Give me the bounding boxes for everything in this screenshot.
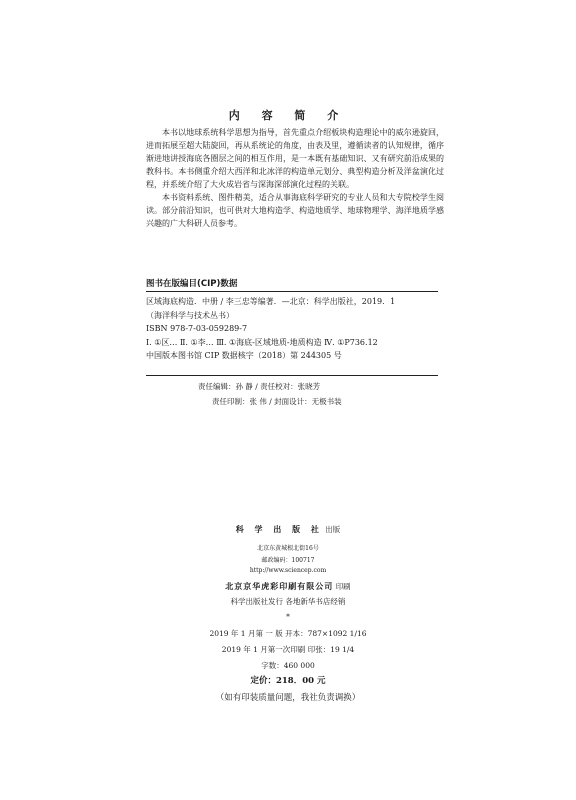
word-count: 字数：460 000 (261, 661, 315, 670)
cip-top-rule (146, 291, 438, 292)
cip-line: 区域海底构造．中册 / 李三忠等编著．—北京：科学出版社，2019．1 (146, 297, 396, 306)
quality-note: （如有印装质量问题，我社负责调换） (215, 693, 361, 703)
summary-title: 内 容 简 介 (228, 109, 348, 122)
summary-paragraph: 本书以地球系统科学思想为指导，首先重点介绍板块构造理论中的威尔逊旋回，进而拓展至超大陆旋回，再从系统论的角度，由表及里，遵循读者的认知规律，循序渐进地讲授海底各圈层之间的相互作用，是一本既有基础知识、又有研究前沿成果的教科书。本书侧重介绍大西洋和北冰洋的构造单元划分、典型构造分析及洋盆演化过程，并系统介绍了大火成岩省与深海深部演化过程的关联。 (146, 128, 444, 189)
cip-heading: 图书在版编目(CIP)数据 (146, 279, 238, 289)
cip-line: Ⅰ. ①区… Ⅱ. ①李… Ⅲ. ①海底-区域地质-地质构造 Ⅳ. ①P736.12 (146, 337, 378, 347)
separator-mark: * (286, 612, 290, 621)
summary-body (146, 126, 444, 230)
cip-line: （海洋科学与技术丛书） (146, 310, 234, 320)
editor-line: 责任编辑：孙 静 / 责任校对：张晓芳 (198, 382, 321, 391)
edition-info: 2019 年 1 月第 一 版 开本：787×1092 1/16 (209, 629, 367, 638)
summary-paragraph: 本书资料系统、图件精美，适合从事海底科学研究的专业人员和大专院校学生阅读。部分前沿知识，也可供对大地构造学、构造地质学、地球物理学、海洋地质学感兴趣的广大科研人员参考。 (146, 193, 444, 228)
price: 定价：218．00 元 (250, 676, 326, 686)
publisher-address: 北京东黄城根北街16号 (257, 545, 319, 552)
printer-name: 北京京华虎彩印刷有限公司 (225, 581, 334, 591)
publish-suffix: 出版 (325, 525, 341, 534)
cip-block (146, 295, 446, 363)
printer-line (0, 581, 576, 592)
cip-bottom-rule (146, 375, 438, 376)
website: http://www.sciencep.com (249, 567, 327, 574)
editor-line: 责任印制：张 伟 / 封面设计：无极书装 (212, 397, 342, 406)
postcode: 邮政编码：100717 (261, 557, 315, 564)
print-suffix: 印刷 (335, 582, 351, 591)
distribution: 科学出版社发行 各地新华书店经销 (230, 597, 346, 606)
printing-info: 2019 年 1 月第一次印刷 印张：19 1/4 (221, 645, 355, 654)
cip-line: ISBN 978-7-03-059289-7 (146, 324, 248, 333)
cip-line: 中国版本图书馆 CIP 数据核字（2018）第 244305 号 (146, 351, 342, 360)
publisher-line (0, 524, 576, 535)
publisher-name: 科 学 出 版 社 (235, 524, 323, 534)
